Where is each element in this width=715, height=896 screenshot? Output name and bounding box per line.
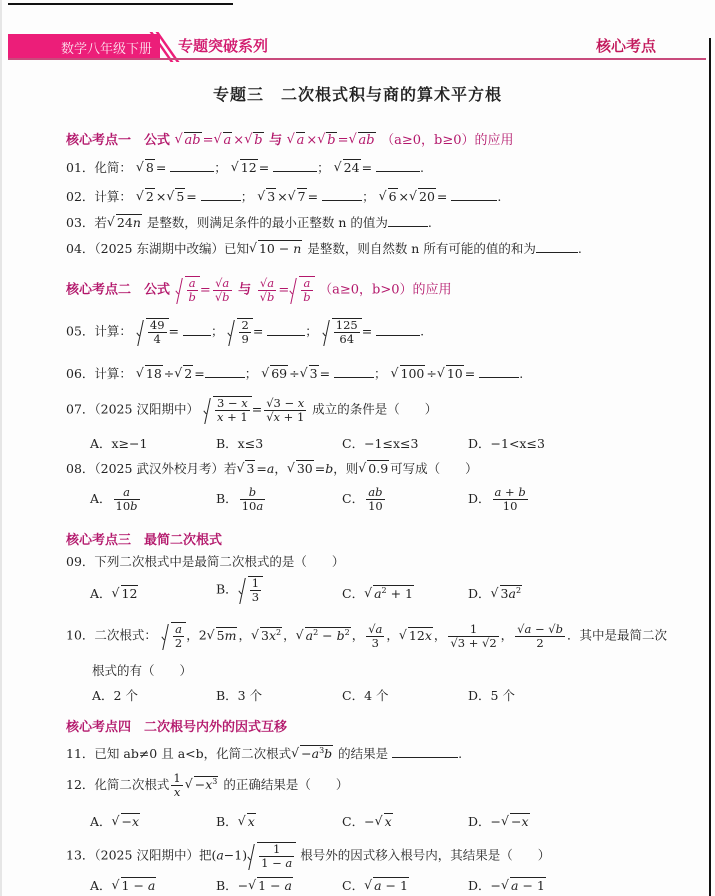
q-number: 11．已知 ab≠0 且 a<b，化简二次根式 bbox=[66, 746, 292, 761]
end: . bbox=[577, 241, 582, 256]
q-number: 13．（2025 汉阳期中）把 bbox=[66, 847, 212, 863]
option-a[interactable]: A． $\frac{a}{10b}$ bbox=[90, 485, 138, 514]
question-06: 06．计算： √ 18 ÷√ 2 = ； √ 69 ÷√ 3 = ； √ 100 ÷√ 10 = . bbox=[66, 364, 523, 382]
series-name: 专题突破系列 bbox=[178, 37, 269, 55]
q-text: 根号外的因式移入根号内，其结果是（ ） bbox=[300, 847, 551, 863]
option-c[interactable]: C．√ a − 1 bbox=[342, 876, 410, 894]
header-rule bbox=[8, 58, 706, 60]
option-label: C． bbox=[342, 814, 365, 829]
book-banner bbox=[8, 34, 160, 58]
q-text: ，则 bbox=[333, 461, 359, 476]
q-number: 06．计算： bbox=[66, 366, 132, 381]
answer-blank[interactable] bbox=[334, 365, 374, 378]
sep: ； bbox=[305, 323, 318, 339]
option-label: B． bbox=[216, 878, 238, 893]
q-text: 是整数，则自然数 n 所有可能的值的和为 bbox=[307, 241, 536, 256]
option-label: C． bbox=[342, 586, 365, 601]
option-c[interactable]: C．4 个 bbox=[342, 688, 389, 703]
answer-blank[interactable] bbox=[201, 188, 241, 201]
end: . bbox=[519, 366, 524, 381]
option-d[interactable]: D．−√ a − 1 bbox=[468, 876, 547, 894]
option-label: C． bbox=[342, 491, 365, 507]
q-number: 01．化简： bbox=[66, 160, 132, 175]
sep: ； bbox=[317, 160, 330, 175]
question-09 bbox=[66, 552, 344, 570]
answer-blank[interactable] bbox=[536, 240, 578, 253]
answer-blank[interactable] bbox=[392, 745, 458, 758]
option-a[interactable]: A．2 个 bbox=[92, 688, 138, 703]
option-label: A． bbox=[90, 878, 112, 893]
question-13: 13．（2025 汉阳期中）把(a−1) $\frac{1}{1 - a}$ 根号外的因式移入根号内，其结果是（ ） bbox=[66, 842, 551, 871]
answer-blank[interactable] bbox=[267, 323, 305, 336]
book-name: 数学八年级下册 bbox=[60, 42, 152, 57]
answer-blank[interactable] bbox=[170, 159, 214, 172]
question-11: 11．已知 ab≠0 且 a<b，化简二次根式√ $-a^3b$ 的结果是 . bbox=[66, 744, 462, 762]
option-b[interactable]: B． $\frac{1}{3}$ bbox=[216, 576, 263, 604]
q-number: 02．计算： bbox=[66, 189, 132, 204]
question-02: 02．计算： √ 2 ×√ 5 = ； √ 3 ×√ 7 = ； √ 6 ×√ 20 = . bbox=[66, 187, 501, 205]
q-text: 成立的条件是（ ） bbox=[312, 401, 438, 417]
option-b[interactable]: B． $\frac{b}{10a}$ bbox=[216, 485, 264, 514]
option-label: B． bbox=[216, 491, 238, 507]
answer-blank[interactable] bbox=[205, 365, 245, 378]
option-label: B． bbox=[216, 814, 238, 829]
option-b[interactable]: B．−√ 1 − a bbox=[216, 876, 294, 894]
option-d[interactable]: D．5 个 bbox=[468, 688, 515, 703]
question-05: 05．计算： $\frac{49}{4}$ = ； $\frac{2}{9}$ = ； $\frac{125}{64}$ = . bbox=[66, 318, 425, 347]
sep: ； bbox=[362, 189, 375, 204]
option-label: C． bbox=[342, 878, 365, 893]
section-label: 核心考点二 公式 bbox=[66, 282, 171, 298]
question-04: 04．（2025 东湖期中改编）已知√ 10 − n 是整数，则自然数 n 所有可能的值的和为 . bbox=[66, 239, 582, 257]
answer-blank[interactable] bbox=[479, 365, 519, 378]
option-a[interactable]: A．√ 12 bbox=[90, 584, 139, 602]
sep: ； bbox=[374, 366, 387, 381]
q-number: 05．计算： bbox=[66, 323, 132, 339]
option-label: D． bbox=[468, 878, 491, 893]
condition: （a≥0，b>0）的应用 bbox=[319, 282, 452, 298]
question-03: 03．若√ 24n 是整数，则满足条件的最小正整数 n 的值为 . bbox=[66, 213, 432, 231]
q-number: 12．化简二次根式 bbox=[66, 777, 170, 793]
option-d[interactable]: D．−1<x≤3 bbox=[468, 436, 545, 451]
option-b[interactable]: B．3 个 bbox=[216, 688, 263, 703]
option-d[interactable]: D．√ $3a^2$ bbox=[468, 584, 523, 602]
condition: （a≥0，b≥0）的应用 bbox=[381, 133, 514, 148]
sep: ； bbox=[240, 189, 254, 204]
page-header bbox=[8, 34, 708, 60]
end: . bbox=[420, 160, 424, 175]
section-3-heading: 核心考点三 最简二次根式 bbox=[66, 533, 223, 548]
sep: ； bbox=[244, 366, 258, 381]
scan-right-edge bbox=[709, 38, 711, 896]
option-label: B． bbox=[216, 581, 238, 597]
option-label: D． bbox=[468, 586, 491, 601]
page-title: 专题三 二次根式积与商的算术平方根 bbox=[212, 85, 502, 104]
option-label: D． bbox=[468, 491, 491, 507]
answer-blank[interactable] bbox=[376, 323, 420, 336]
answer-blank[interactable] bbox=[388, 214, 428, 227]
option-a[interactable]: A．x≥−1 bbox=[90, 436, 148, 451]
section-2-heading: 核心考点二 公式 $\frac{a}{b}$ = $\frac{√a}{√b}$ 与 $\frac{√a}{√b}$ = $\frac{a}{b}$ （a≥0，b>0）的应用 bbox=[66, 275, 452, 305]
answer-blank[interactable] bbox=[376, 159, 420, 172]
option-c[interactable]: C．√ $a^2 + 1$ bbox=[342, 584, 415, 602]
question-07: 07．（2025 汉阳期中） $\frac{3 - x}{x + 1}$ = $\frac{√3 - x}{√x + 1}$ 成立的条件是（ ） bbox=[66, 395, 438, 425]
answer-blank[interactable] bbox=[183, 323, 211, 336]
answer-blank[interactable] bbox=[322, 188, 362, 201]
connector: 与 bbox=[238, 282, 252, 298]
page-edge-left bbox=[0, 0, 2, 896]
answer-blank[interactable] bbox=[273, 159, 317, 172]
q-text: 可写成（ ） bbox=[390, 461, 478, 476]
option-a[interactable]: A．√ 1 − a bbox=[90, 876, 157, 894]
section-1-heading: 核心考点一 公式 √ ab =√ a ×√ b 与 √ a ×√ b =√ ab （a≥0，b≥0）的应用 bbox=[66, 129, 514, 148]
q-number: 07．（2025 汉阳期中） bbox=[66, 401, 199, 417]
question-12: 12．化简二次根式 $\frac{1}{x}$ √ $-x^3$ 的正确结果是（ ） bbox=[66, 772, 348, 799]
connector: 与 bbox=[269, 133, 283, 148]
option-d[interactable]: D．−√ −x bbox=[468, 812, 531, 830]
question-10-line2: 根式的有（ ） bbox=[92, 663, 193, 678]
question-10: 10．二次根式： $\frac{a}{2}$ ，2√ 5m ，√ $3x^2$ ，√ $a^2 - b^2$ ， $\frac{√a}{3}$ ，√ 12x ， $\frac{1}{√3 + √2}$ ， $\frac{√a - √b}{2}$ ．其中是最简二次 bbox=[66, 622, 667, 650]
end: . bbox=[458, 746, 463, 761]
sep: ， bbox=[274, 461, 287, 476]
q-text: 的正确结果是（ ） bbox=[223, 777, 349, 793]
q-text: ．其中是最简二次 bbox=[567, 627, 668, 643]
q-number: 04．（2025 东湖期中改编）已知 bbox=[66, 241, 249, 256]
end: . bbox=[420, 323, 425, 339]
q-number: 10．二次根式： bbox=[66, 627, 157, 643]
option-c[interactable]: C．−1≤x≤3 bbox=[342, 436, 419, 451]
option-c[interactable]: C． $\frac{ab}{10}$ bbox=[342, 485, 383, 514]
section-4-heading: 核心考点四 二次根号内外的因式互移 bbox=[66, 720, 288, 735]
option-c[interactable]: C．−√ x bbox=[342, 812, 394, 830]
end: . bbox=[427, 215, 432, 230]
option-b[interactable]: B．√ x bbox=[216, 812, 257, 830]
answer-blank[interactable] bbox=[451, 188, 497, 201]
option-label: A． bbox=[90, 814, 112, 829]
q-number: 03．若 bbox=[66, 215, 107, 230]
option-label: D． bbox=[468, 814, 491, 829]
q-number: 09．下列二次根式中是最简二次根式的是（ ） bbox=[66, 554, 345, 569]
sep: ； bbox=[214, 160, 227, 175]
q-text: 是整数，则满足条件的最小正整数 n 的值为 bbox=[146, 215, 388, 230]
end: . bbox=[497, 189, 502, 204]
option-label: A． bbox=[90, 491, 112, 507]
option-label: A． bbox=[90, 586, 112, 601]
option-a[interactable]: A．√ −x bbox=[90, 812, 141, 830]
q-number: 08．（2025 武汉外校月考）若 bbox=[66, 461, 237, 476]
option-b[interactable]: B．x≤3 bbox=[216, 436, 264, 451]
scan-top-line bbox=[8, 3, 233, 5]
section-name: 核心考点 bbox=[595, 37, 656, 55]
question-01: 01．化简： √ 8 = ； √ 12 = ； √ 24 = . bbox=[66, 158, 424, 176]
section-label: 核心考点一 公式 bbox=[66, 133, 171, 148]
sep: ； bbox=[210, 323, 224, 339]
question-08: 08．（2025 武汉外校月考）若√ 3 =a，√ 30 =b，则√ 0.9 可写成（ ） bbox=[66, 459, 478, 477]
option-d[interactable]: D． $\frac{a + b}{10}$ bbox=[468, 485, 526, 514]
q-text: 的结果是 bbox=[338, 746, 389, 761]
